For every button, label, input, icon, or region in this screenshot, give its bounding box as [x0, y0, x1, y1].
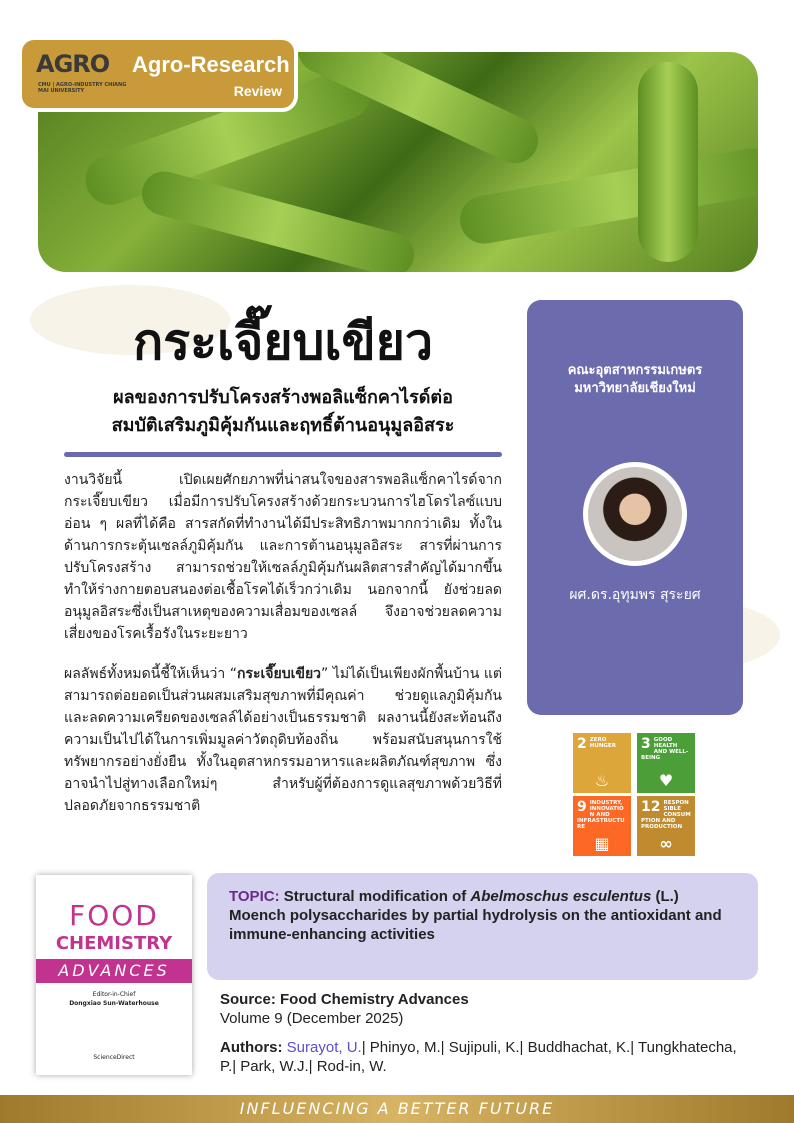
- text: ” ไม่ได้เป็นเพียงผักพื้นบ้าน แต่สามารถต่อยอดเป็นส่วนผสมเสริมสุขภาพที่มีคุณค่า ช่วยดูแลภูมิคุ้มกัน และลดความเครียดของเซลล์ได้อย่างเป็นธรรมชาติ ผลงานนี้ยังสะท้อนถึงความเป็นไปได้ในการเพิ่มมูลค่าวัตถุดิบท้องถิ่น พร้อมสนับสนุนการใช้ทรัพยากรอย่างยั่งยืน ทั้งในอุตสาหกรรมอาหารและผลิตภัณฑ์สุขภาพ ซึ่งอาจนำไปสู่ทางเลือกใหม่ๆ สำหรับผู้ที่ต้องการดูแลสุขภาพด้วยวิธีที่ปลอดภัยจากธรรมชาติ: [64, 666, 502, 814]
- authors-list: | Phinyo, M.| Sujipuli, K.| Buddhachat, K.| Tungkhatecha, P.| Park, W.J.| Rod-in, W.: [220, 1039, 737, 1075]
- cmu-logo-text: CMU | AGRO-INDUSTRY CHIANG MAI UNIVERSITY: [38, 82, 127, 94]
- article-title: กระเจี๊ยบเขียว: [132, 313, 434, 371]
- divider: [64, 452, 502, 457]
- cover-text: Editor-in-Chief: [92, 991, 136, 998]
- cubes-icon: ▦: [594, 834, 610, 853]
- author-link[interactable]: Surayot, U.: [286, 1039, 362, 1056]
- infinity-icon: ∞: [659, 834, 673, 853]
- sdg-label: ZERO HUNGER: [589, 737, 616, 749]
- sdg-label: GOOD HEALTH AND WELL-BEING: [641, 737, 689, 761]
- researcher-name: ผศ.ดร.อุทุมพร สุระยศ: [569, 587, 701, 603]
- sdg-number: 12: [641, 799, 661, 815]
- topic-text: Structural modification of: [283, 888, 471, 905]
- paragraph-2: [64, 663, 502, 817]
- agro-logo-text: AGRO: [36, 50, 110, 78]
- cover-text: ADVANCES: [36, 959, 192, 983]
- paragraph-1: งานวิจัยนี้ เปิดเผยศักยภาพที่น่าสนใจของสารพอลิแซ็กคาไรด์จากกระเจี๊ยบเขียว เมื่อมีการปรับโครงสร้างด้วยกระบวนการไฮโดรไลซ์แบบอ่อน ๆ ผลที่ได้คือ สารสกัดที่ทำงานได้มีประสิทธิภาพมากกว่าเดิม ทั้งในด้านการกระตุ้นเซลล์ภูมิคุ้มกัน และการต้านอนุมูลอิสระ สารที่ผ่านการปรับโครงสร้าง สามารถช่วยให้เซลล์ภูมิคุ้มกันผลิตสารสำคัญได้มากขึ้น ทำให้ร่างกายตอบสนองต่อเชื้อโรคได้เร็วกว่าเดิม นอกจากนี้ ยังช่วยลดอนุมูลอิสระซึ่งเป็นสาเหตุของความเสื่อมของเซลล์ จึงอาจช่วยลดความเสี่ยงของโรคเรื้อรังในระยะยาว: [64, 472, 502, 642]
- article-subtitle: [64, 384, 502, 440]
- sdg-9-tile: [573, 796, 631, 856]
- journal-cover: [36, 875, 192, 1075]
- highlight: กระเจี๊ยบเขียว: [237, 666, 322, 682]
- publication-title: Agro-Research: [132, 52, 290, 77]
- cover-text: CHEMISTRY: [55, 933, 173, 954]
- text: ผลลัพธ์ทั้งหมดนี้ชี้ให้เห็นว่า “: [64, 666, 237, 682]
- sdg-label: INDUSTRY, INNOVATION AND INFRASTRUCTURE: [577, 800, 625, 830]
- avatar: [583, 462, 687, 566]
- topic-box: [207, 873, 758, 980]
- source-label: Source: Food Chemistry Advances: [220, 991, 469, 1008]
- heartbeat-icon: ♥: [658, 771, 674, 790]
- subtitle-line: ผลของการปรับโครงสร้างพอลิแซ็กคาไรด์ต่อ: [113, 387, 453, 408]
- sdg-label: RESPONSIBLE CONSUMPTION AND PRODUCTION: [641, 800, 691, 830]
- sdg-number: 3: [641, 736, 651, 752]
- sdg-2-tile: [573, 733, 631, 793]
- cover-text: ScienceDirect: [93, 1054, 135, 1061]
- source-volume: Volume 9 (December 2025): [220, 1010, 404, 1027]
- cover-text: Dongxiao Sun-Waterhouse: [69, 1000, 159, 1007]
- publication-subtitle: Review: [233, 83, 282, 99]
- topic-text: (L.) Moench polysaccharides by partial hydrolysis on the antioxidant and immune-enhancing activities: [229, 888, 722, 943]
- subtitle-line: สมบัติเสริมภูมิคุ้มกันและฤทธิ์ต้านอนุมูลอิสระ: [111, 415, 455, 436]
- sdg-3-tile: [637, 733, 695, 793]
- cover-text: FOOD: [69, 899, 159, 932]
- faculty-name: คณะอุตสาหกรรมเกษตร: [567, 363, 703, 378]
- topic-species: Abelmoschus esculentus: [470, 888, 652, 905]
- authors-label: Authors:: [220, 1039, 287, 1056]
- footer-slogan: INFLUENCING A BETTER FUTURE: [0, 1095, 794, 1123]
- researcher-panel: [527, 300, 743, 715]
- article-column: [64, 310, 502, 817]
- authors: [220, 1038, 750, 1076]
- agro-research-review-logo: [18, 36, 298, 112]
- topic-label: TOPIC:: [229, 888, 280, 905]
- sdg-number: 9: [577, 799, 587, 815]
- sdg-12-tile: [637, 796, 695, 856]
- source: [220, 990, 469, 1028]
- bowl-icon: ♨: [594, 771, 610, 790]
- university-name: มหาวิทยาลัยเชียงใหม่: [574, 381, 696, 396]
- sdg-number: 2: [577, 736, 587, 752]
